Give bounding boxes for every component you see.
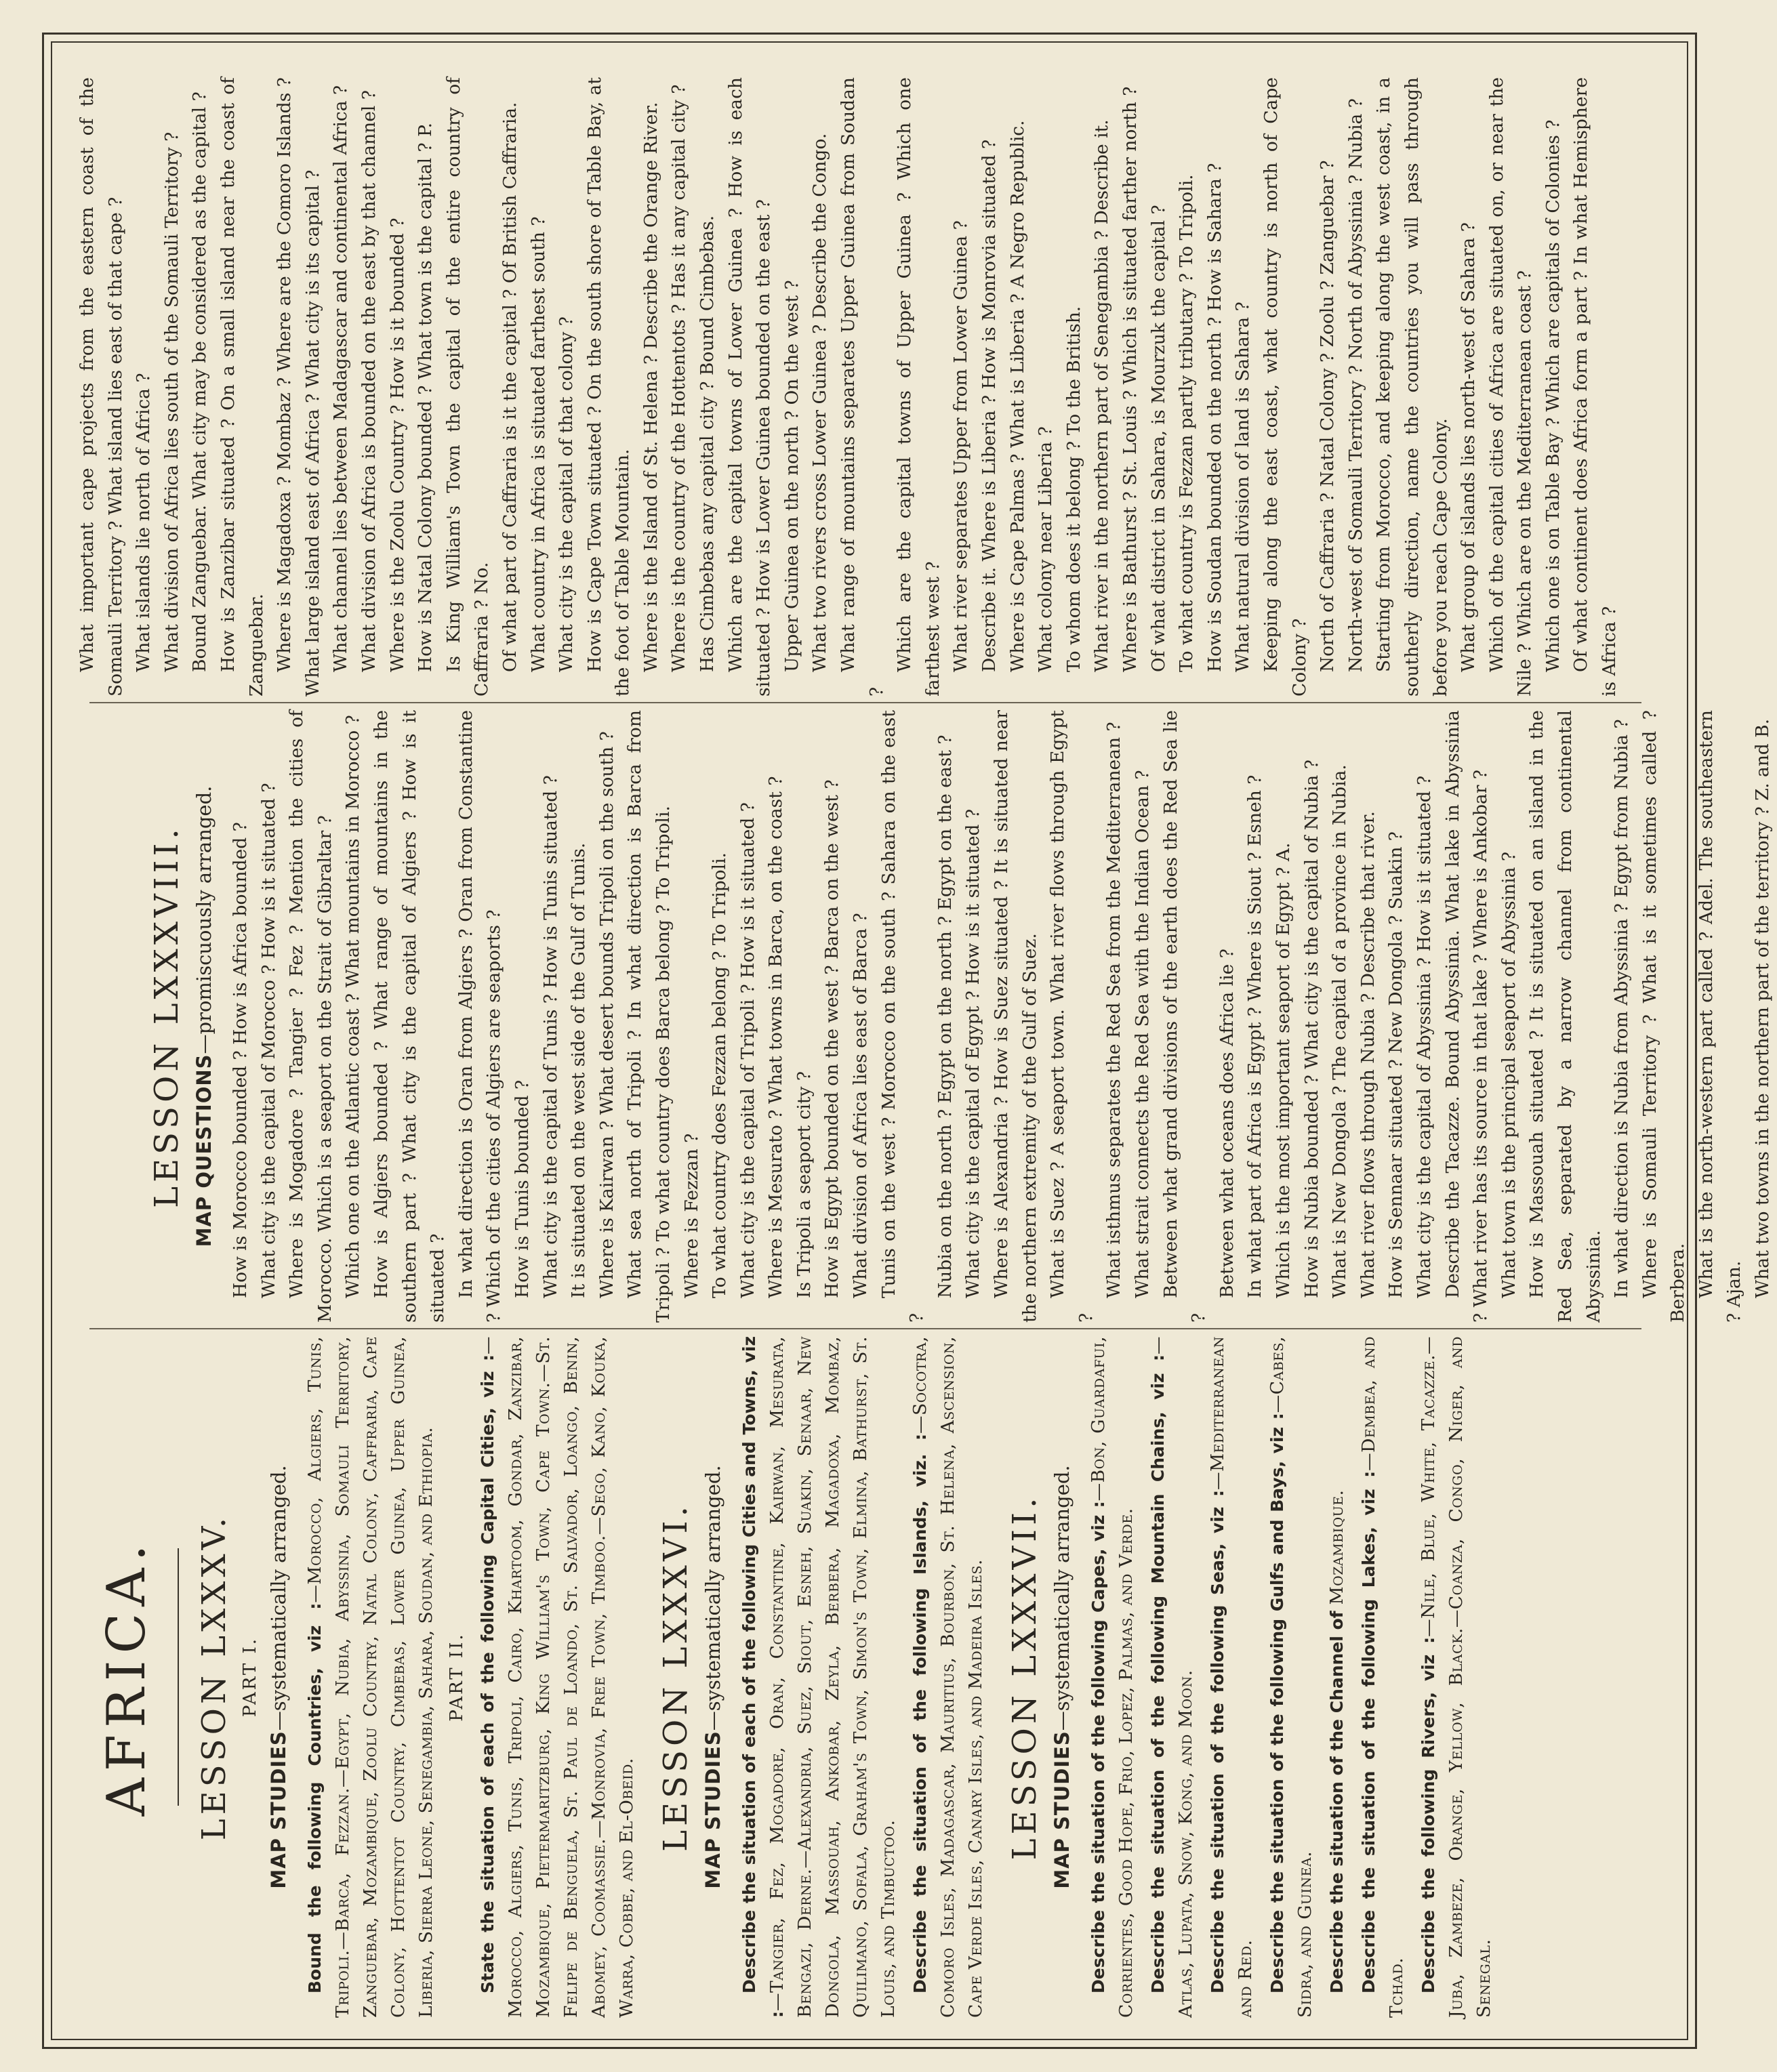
question-line: What is New Dongola ? The capital of a province in Nubia. <box>1329 764 1351 1298</box>
lesson-85-p2-text: —Morocco, Algiers, Tunis, Tripoli, Cairo, Khartoom, Gondar, Zanzibar, Mozambique, Pietermaritzburg, King William's Town, Cape Town.—St. Felipe de Benguela, St. Paul de Loando, St. Salvador, Loango, Benin, Abomey, Coomassie.—Monrovia, Free Town, Timboo.—Sego, Kano, Kouka, Warra, Cobbe, and El-Obeid. <box>477 1336 637 2018</box>
question-line: What colony near Liberia ? <box>1035 426 1057 672</box>
question-line: Describe the Tacazze. Bound Abyssinia. What lake in Abyssinia ? What river has its source in that lake ? Where is Ankobar ? <box>1442 710 1492 1323</box>
question-line: Tunis on the west ? Morocco on the south ? Sahara on the east ? <box>878 710 928 1323</box>
question-line: Between what grand divisions of the earth does the Red Sea lie ? <box>1160 710 1210 1323</box>
question-line: Nubia on the north ? Egypt on the north ? Egypt on the east ? <box>934 734 956 1298</box>
question-line: How is Zanzibar situated ? On a small island near the coast of Zanguebar. <box>217 77 267 697</box>
question-line: Which are the capital towns of Upper Guinea ? Which one farthest west ? <box>894 77 943 697</box>
question-line: Where is Bathurst ? St. Louis ? Which is situated farther north ? <box>1119 86 1141 672</box>
lesson-87-p4-text: —Cabes, Sidra, and Guinea. <box>1267 1336 1315 2018</box>
question-line: To what country is Fezzan partly tributary ? To Tripoli. <box>1176 174 1198 672</box>
question-line: Which is the most important seaport of Egypt ? A. <box>1272 842 1294 1298</box>
question-line: Between what oceans does Africa lie ? <box>1216 949 1238 1298</box>
question-line: What country in Africa is situated farthest south ? <box>527 216 549 672</box>
question-line: What division of Africa lies east of Barca ? <box>850 913 872 1298</box>
lesson-87-p6-head: Describe the situation of the following Lakes, viz : <box>1359 1470 1378 1993</box>
question-line: How is Morocco bounded ? How is Africa bounded ? <box>230 822 251 1298</box>
question-line: What important cape projects from the eastern coast of the Somauli Territory ? What island lies east of that cape ? <box>77 77 126 697</box>
lesson-86-subtitle <box>701 1336 724 2018</box>
lesson-87-p3-text: —Mediterranean and Red. <box>1207 1336 1256 2018</box>
question-line: Bound Zanguebar. What city may be considered as the capital ? <box>189 91 211 672</box>
question-line: What division of Africa is bounded on the east by that channel ? <box>358 89 380 672</box>
lesson-86-subtitle-rest: —systematically arranged. <box>701 1465 724 1731</box>
lesson-85-part-2: PART II. <box>447 1632 467 1722</box>
question-line: How is Tunis bounded ? <box>511 1079 533 1298</box>
question-line: To what country does Fezzan belong ? To Tripoli. <box>709 852 731 1298</box>
lesson-88-title: LESSON LXXXVIII. <box>148 825 186 1208</box>
question-line: Where is Alexandria ? How is Suez situated ? It is situated near the northern extremity of the Gulf of Suez. <box>991 710 1040 1323</box>
lesson-87-subtitle-rest: —systematically arranged. <box>1050 1465 1074 1731</box>
question-line: Where is the Island of St. Helena ? Describe the Orange River. <box>640 102 661 672</box>
lesson-88-questions-continued <box>73 77 1624 697</box>
lesson-87-p1-text: —Bon, Guardafui, Corrientes, Good Hope, Frio, Lopez, Palmas, and Verde. <box>1088 1336 1137 2018</box>
question-line: Where is the country of the Hottentots ? Has it any capital city ? <box>668 84 690 672</box>
lesson-85-paragraph-2 <box>474 1336 640 2018</box>
question-line: How is Soudan bounded on the north ? How is Sahara ? <box>1204 163 1225 672</box>
lesson-87-p5-text: Mozambique. <box>1326 1489 1347 1611</box>
lesson-85-subtitle-rest: —systematically arranged. <box>267 1465 290 1731</box>
column-divider-1 <box>89 1328 1641 1329</box>
question-line: In what direction is Oran from Algiers ? Oran from Constantine ? Which of the cities of Algiers are seaports ? <box>455 710 505 1323</box>
lesson-87-p5-head: Describe the situation of the Channel of <box>1327 1611 1347 1993</box>
lesson-88-subtitle-rest: —promiscuously arranged. <box>192 785 216 1054</box>
lesson-85-p1-text: —Morocco, Algiers, Tunis, Tripoli.—Barca, Fezzan.—Egypt, Nubia, Abyssinia, Somauli Territory, Zanguebar, Mozambique, Zoolu Country, Natal Colony, Caffraria, Cape Colony, Hottentot Country, Cimbebas, Lower Guinea, Upper Guinea, Liberia, Sierra Leone, Senegambia, Sahara, Soudan, and Ethiopia. <box>304 1336 436 2018</box>
question-line: What river separates Upper from Lower Guinea ? <box>950 220 972 672</box>
lesson-87-p6-text: —Dembea, and Tchad. <box>1358 1336 1407 2018</box>
question-line: What channel lies between Madagascar and continental Africa ? <box>330 85 352 672</box>
question-line: North-west of Somauli Territory ? North of Abyssinia ? Nubia ? <box>1345 98 1366 672</box>
lesson-86-p1-head: Describe the situation of each of the following Cities and Towns, viz : <box>739 1336 787 2018</box>
lesson-87-paragraph-7 <box>1414 1336 1498 2018</box>
lesson-87-paragraph-3 <box>1204 1336 1259 2018</box>
question-line: What two towns in the northern part of the territory ? Z. and B. <box>1752 718 1774 1298</box>
question-line: To whom does it belong ? To the British. <box>1063 306 1084 672</box>
question-line: How is Cape Town situated ? On the south shore of Table Bay, at the foot of Table Mountain. <box>584 77 634 697</box>
column-right <box>73 77 1666 697</box>
question-line: Keeping along the east coast, what country is north of Cape Colony ? <box>1260 77 1310 697</box>
question-line: Where is Cape Palmas ? What is Liberia ? A Negro Republic. <box>1006 120 1028 672</box>
question-line: Where is Kairwan ? What desert bounds Tripoli on the south ? <box>596 731 617 1298</box>
question-line: What islands lie north of Africa ? <box>133 373 155 672</box>
question-line: Where is Mogadore ? Tangier ? Fez ? Mention the cities of Morocco. Which is a seaport on the Strait of Gibraltar ? <box>286 710 335 1323</box>
question-line: What range of mountains separates Upper Guinea from Soudan ? <box>838 77 887 697</box>
question-line: What division of Africa lies south of the Somauli Territory ? <box>161 131 182 672</box>
lesson-87-p7-text: —Nile, Blue, White, Tacazze.—Juba, Zambeze, Orange, Yellow, Black.—Coanza, Congo, Niger, and Senegal. <box>1418 1335 1494 2018</box>
lesson-86-p2-text: —Socotra, Comoro Isles, Madagascar, Mauritius, Bourbon, St. Helena, Ascension, Cape Verde Isles, Canary Isles, and Madeira Isles. <box>910 1336 986 2018</box>
question-line: Where is the Zoolu Country ? How is it bounded ? <box>386 217 408 672</box>
question-line: What natural division of land is Sahara ? <box>1232 302 1254 672</box>
question-line: Where is Magadoxa ? Mombaz ? Where are the Comoro Islands ? What large island east of Africa ? What city is its capital ? <box>274 77 323 697</box>
question-line: North of Caffraria ? Natal Colony ? Zoolu ? Zanguebar ? <box>1317 160 1339 672</box>
lesson-87-p7-head: Describe the following Rivers, viz : <box>1418 1636 1438 1993</box>
lesson-88-subtitle <box>192 710 216 1323</box>
question-line: Which one on the Atlantic coast ? What mountains in Morocco ? <box>342 715 364 1298</box>
question-line: How is Sennaar situated ? New Dongola ? Suakin ? <box>1385 831 1407 1298</box>
question-line: How is Massouah situated ? It is situated on an island in the Red Sea, separated by a narrow channel from continental Abyssinia. <box>1526 710 1604 1323</box>
question-line: Where is Mesurato ? What towns in Barca, on the coast ? <box>765 776 787 1298</box>
question-line: How is Natal Colony bounded ? What town is the capital ? P. <box>415 122 436 672</box>
lesson-85-part-1: PART I. <box>240 1636 260 1718</box>
lesson-86-paragraph-1 <box>735 1336 902 2018</box>
question-line: Upper Guinea on the north ? On the west ? <box>781 280 802 672</box>
question-line: What town is the principal seaport of Abyssinia ? <box>1498 851 1519 1298</box>
lesson-86-title: LESSON LXXXVI. <box>657 1502 695 1852</box>
question-line: What city is the capital of Abyssinia ? How is it situated ? <box>1413 775 1435 1298</box>
question-line: Which are the capital towns of Lower Guinea ? How is each situated ? How is Lower Guinea bounded on the east ? <box>724 77 775 697</box>
question-line: What isthmus separates the Red Sea from the Mediterranean ? <box>1103 722 1125 1298</box>
question-line: What group of islands lies north-west of Sahara ? <box>1458 222 1479 672</box>
question-line: Of what continent does Africa form a part ? In what Hemisphere is Africa ? <box>1570 77 1620 697</box>
question-line: Of what part of Caffraria is it the capital ? Of British Caffraria. <box>499 102 520 672</box>
column-left <box>73 1336 1666 2018</box>
question-line: What river flows through Nubia ? Describe that river. <box>1357 811 1378 1298</box>
lesson-88-subtitle-bold: MAP QUESTIONS <box>192 1054 216 1247</box>
lesson-87-paragraph-5 <box>1323 1336 1351 2018</box>
lesson-87-p4-head: Describe the situation of the following Gulfs and Bays, viz : <box>1267 1413 1287 1993</box>
question-line: What city is the capital of that colony ? <box>556 316 577 672</box>
question-line: Starting from Morocco, and keeping along the west coast, in a southerly direction, name the countries you will pass through before you reach Cape Colony. <box>1373 77 1451 697</box>
lesson-87-p3-head: Describe the situation of the following Seas, viz : <box>1208 1489 1227 1993</box>
question-line: What is Suez ? A seaport town. What river flows through Egypt ? <box>1047 710 1097 1323</box>
lesson-85-subtitle <box>267 1336 290 2018</box>
lesson-87-subtitle <box>1050 1336 1074 2018</box>
question-line: In what part of Africa is Egypt ? Where is Siout ? Esneh ? <box>1244 774 1266 1298</box>
question-line: Describe it. Where is Liberia ? How is Monrovia situated ? <box>979 139 1000 672</box>
lesson-87-paragraph-4 <box>1263 1336 1319 2018</box>
question-line: In what direction is Nubia from Abyssinia ? Egypt from Nubia ? <box>1611 719 1633 1298</box>
lesson-86-p1-text: —Tangier, Fez, Mogadore, Oran, Constantine, Kairwan, Mesurata, Bengazi, Derne.—Alexandria, Suez, Siout, Esneh, Suakin, Senaar, New Dongola, Massouah, Ankobar, Zeyla, Berbera, Magadoxa, Mombaz, Quilimano, Sofala, Graham's Town, Simon's Town, Elmina, Bathurst, St. Louis, and Timbuctoo. <box>767 1336 899 2018</box>
lesson-87-p2-text: —Atlas, Lupata, Snow, Kong, and Moon. <box>1147 1336 1196 2018</box>
question-line: What sea north of Tripoli ? In what direction is Barca from Tripoli ? To what country does Barca belong ? To Tripoli. <box>624 710 674 1323</box>
lesson-87-title: LESSON LXXXVII. <box>1006 1493 1044 1861</box>
lesson-85-p2-head: State the situation of each of the following Capital Cities, viz : <box>478 1354 497 1993</box>
question-line: What city is the capital of Tunis ? How is Tunis situated ? <box>539 775 561 1298</box>
lesson-85-title: LESSON LXXXV. <box>195 1513 233 1841</box>
question-line: Where is Somauli Territory ? What is it sometimes called ? Berbera. <box>1639 710 1689 1323</box>
question-line: What city is the capital of Morocco ? How is it situated ? <box>258 783 279 1298</box>
lesson-85-p1-head: Bound the following Countries, viz : <box>305 1602 325 1993</box>
column-middle <box>73 710 1774 1323</box>
question-line: Has Cimbebas any capital city ? Bound Cimbebas. <box>697 215 718 672</box>
question-line: Of what district in Sahara, is Mourzuk the capital ? <box>1147 205 1169 672</box>
lesson-85-subtitle-bold: MAP STUDIES <box>267 1731 290 1889</box>
lesson-85-paragraph-1 <box>301 1336 440 2018</box>
question-line: What river in the northern part of Senegambia ? Describe it. <box>1091 119 1113 672</box>
question-line: It is situated on the west side of the Gulf of Tunis. <box>568 842 590 1298</box>
lesson-88-questions <box>226 710 1777 1323</box>
question-line: Is Tripoli a seaport city ? <box>793 1071 815 1298</box>
question-line: How is Nubia bounded ? What city is the capital of Nubia ? <box>1301 760 1322 1298</box>
question-line: Which of the capital cities of Africa are situated on, or near the Nile ? Which are on the Mediterranean coast ? <box>1486 77 1536 697</box>
question-line: What strait connects the Red Sea with the Indian Ocean ? <box>1132 770 1153 1298</box>
lesson-87-subtitle-bold: MAP STUDIES <box>1050 1731 1074 1889</box>
title-rule <box>178 1548 179 1806</box>
lesson-86-subtitle-bold: MAP STUDIES <box>701 1731 724 1889</box>
lesson-87-paragraph-2 <box>1144 1336 1200 2018</box>
lesson-86-p2-head: Describe the situation of the following Islands, viz. : <box>910 1433 930 1993</box>
lesson-87-p2-head: Describe the situation of the following Mountain Chains, viz : <box>1148 1354 1168 1993</box>
question-line: How is Algiers bounded ? What range of mountains in the southern part ? What city is the capital of Algiers ? How is it situated ? <box>370 710 449 1323</box>
question-line: Which one is on Table Bay ? Which are capitals of Colonies ? <box>1542 119 1564 672</box>
question-line: What is the north-western part called ? Adel. The southeastern ? Ajan. <box>1695 710 1745 1323</box>
lesson-86-paragraph-2 <box>906 1336 989 2018</box>
lesson-87-paragraph-1 <box>1084 1336 1140 2018</box>
question-line: What city is the capital of Tripoli ? How is it situated ? <box>737 802 758 1298</box>
question-line: What city is the capital of Egypt ? How is it situated ? <box>962 808 984 1298</box>
lesson-87-paragraph-6 <box>1355 1336 1410 2018</box>
lesson-87-p1-head: Describe the situation of the following Capes, viz : <box>1088 1501 1108 1993</box>
question-line: What two rivers cross Lower Guinea ? Describe the Congo. <box>809 133 831 672</box>
question-line: Where is Fezzan ? <box>680 1133 702 1298</box>
rotated-page <box>49 39 1774 2038</box>
column-divider-2 <box>89 702 1641 703</box>
page-title: AFRICA. <box>96 1537 157 1817</box>
question-line: Is King William's Town the capital of the entire country of Caffraria ? No. <box>443 77 493 697</box>
question-line: How is Egypt bounded on the west ? Barca on the west ? <box>821 779 843 1298</box>
